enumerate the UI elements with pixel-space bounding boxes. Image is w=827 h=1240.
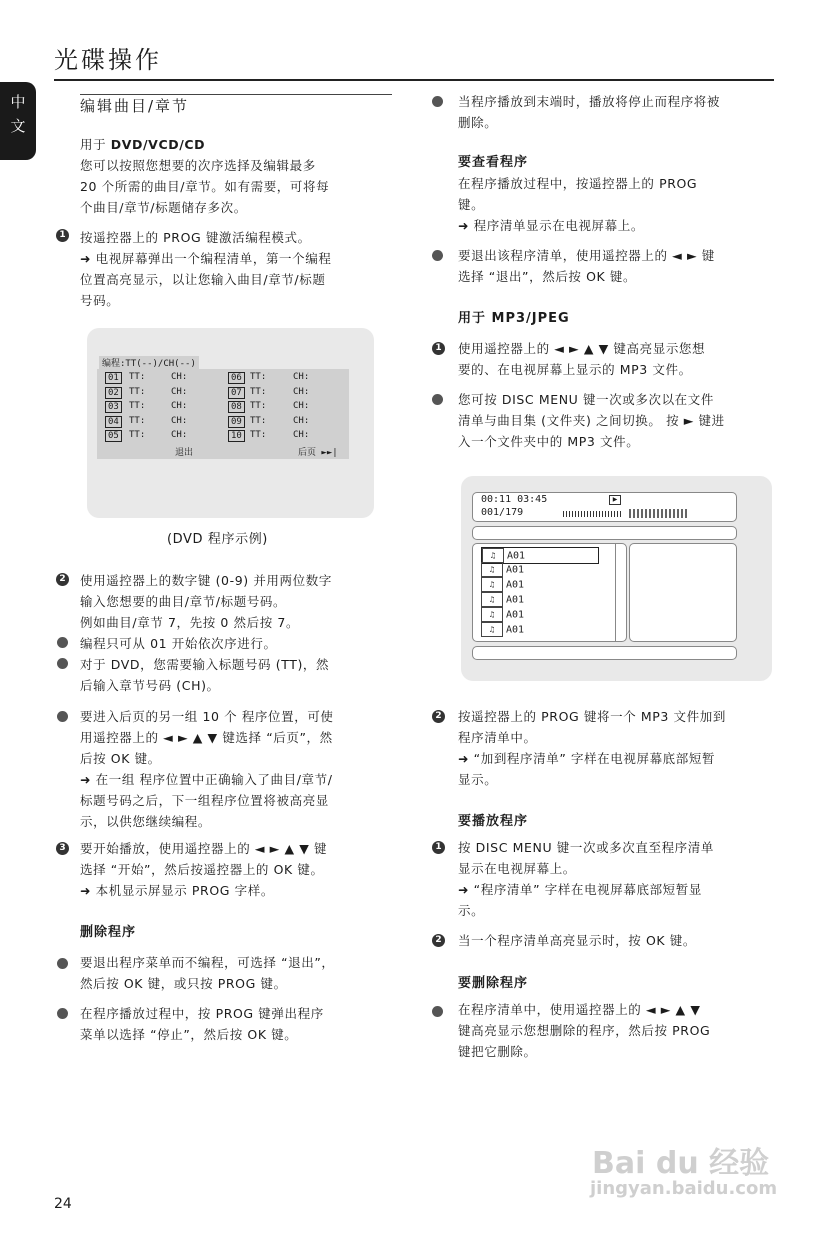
text-line: 按遥控器上的 PROG 键将一个 MP3 文件加到 <box>458 709 726 724</box>
program-slot-number[interactable]: 05 <box>105 430 122 442</box>
text-line: 示。 <box>458 903 485 918</box>
program-slot-field: TT: <box>250 415 267 426</box>
bullet-text <box>458 245 715 287</box>
mp3-time: 00:11 03:45 <box>481 494 548 505</box>
program-slot-field: TT: <box>250 386 267 397</box>
program-slot-field: TT: <box>129 415 146 426</box>
mp3-file-name: A01 <box>506 609 525 621</box>
play-icon: ▶ <box>609 495 621 505</box>
music-file-icon: ♫ <box>481 562 503 577</box>
language-tab <box>0 82 36 160</box>
text-line: 要进入后页的另一组 10 个 程序位置，可使 <box>80 709 334 724</box>
program-slot-field: TT: <box>129 401 146 411</box>
program-slot-number[interactable]: 08 <box>228 401 245 413</box>
text-line: 对于 DVD，您需要输入标题号码 (TT)，然 <box>80 657 330 672</box>
bullet-text <box>458 91 720 133</box>
text-line: 要退出该程序清单，使用遥控器上的 ◄ ► 键 <box>458 248 715 263</box>
step-number: 2 <box>432 934 445 947</box>
program-slot-number[interactable]: 04 <box>105 416 122 428</box>
osd-exit[interactable]: 退出 <box>175 448 194 458</box>
text-line: 在程序清单中，使用遥控器上的 ◄ ► ▲ ▼ <box>458 1002 701 1017</box>
bullet-dot <box>57 958 68 969</box>
text-line: ➜ 程序清单显示在电视屏幕上。 <box>458 218 644 233</box>
program-slot-field: TT: <box>250 430 267 440</box>
mp3-file-item[interactable] <box>481 577 524 592</box>
text-line: 输入您想要的曲目/章节/标题号码。 <box>80 594 287 609</box>
play-program-title: 要播放程序 <box>458 814 529 829</box>
text-line: 号码。 <box>80 293 120 308</box>
text-line: 使用遥控器上的 ◄ ► ▲ ▼ 键高亮显示您想 <box>458 341 706 356</box>
step3-text <box>80 838 327 901</box>
mp3-file-item[interactable] <box>481 592 524 607</box>
text-line: 例如曲目/章节 7，先按 0 然后按 7。 <box>80 615 300 630</box>
osd-next-page[interactable]: 后页 ►►| <box>298 448 338 458</box>
text-line: 要退出程序菜单而不编程，可选择 “退出”， <box>80 955 335 970</box>
program-slot-number[interactable]: 10 <box>228 430 245 442</box>
text-line: 然后按 OK 键，或只按 PROG 键。 <box>80 976 287 991</box>
bullet-text <box>458 389 725 452</box>
text-line: 当程序播放到末端时，播放将停止而程序将被 <box>458 94 721 109</box>
page-number: 24 <box>54 1196 72 1212</box>
text-line: 删除。 <box>458 115 498 130</box>
step1-text <box>80 227 400 311</box>
bullet-text <box>80 952 335 994</box>
osd-header: 编程:TT(--)/CH(--) <box>99 356 199 369</box>
text-line: 选择 “开始”，然后按遥控器上的 OK 键。 <box>80 862 324 877</box>
bullet-text <box>80 654 329 696</box>
program-slot-field: CH: <box>293 386 310 397</box>
program-slot-field: CH: <box>171 430 188 440</box>
step-number: 3 <box>56 842 69 855</box>
music-file-icon: ♫ <box>481 607 503 622</box>
bullet-text <box>80 706 334 832</box>
delete-program-title: 删除程序 <box>80 925 137 940</box>
bullet-text <box>80 1003 324 1045</box>
program-slot-field: CH: <box>171 401 188 411</box>
progress-bar-icon <box>629 509 687 518</box>
level-meter-icon <box>563 511 621 517</box>
text-line: 清单与曲目集 (文件夹) 之间切换。 按 ► 键进 <box>458 413 725 428</box>
text-line: 后输入章节号码 (CH)。 <box>80 678 220 693</box>
program-slot-field: CH: <box>293 401 310 411</box>
view-program-title: 要查看程序 <box>458 155 529 170</box>
mp3-file-item[interactable] <box>481 562 524 577</box>
text-line: 用遥控器上的 ◄ ► ▲ ▼ 键选择 “后页”，然 <box>80 730 333 745</box>
text-line: ➜ “程序清单” 字样在电视屏幕底部短暂显 <box>458 882 702 897</box>
lang-tab-char: 中 <box>10 93 26 111</box>
program-slot-field: TT: <box>129 386 146 397</box>
dvd-program-screen <box>87 328 374 518</box>
bullet-dot <box>432 1006 443 1017</box>
mp3-file-item[interactable] <box>481 622 524 637</box>
program-slot-field: CH: <box>171 386 188 397</box>
play-step1-text <box>458 837 714 921</box>
mp3-info-bar <box>472 526 737 540</box>
text-line: 后按 OK 键。 <box>80 751 161 766</box>
title-rule <box>54 79 774 81</box>
program-slot-number[interactable]: 01 <box>105 372 122 384</box>
program-slot-field: CH: <box>293 415 310 426</box>
text-line: ➜ 在一组 程序位置中正确输入了曲目/章节/ <box>80 772 333 787</box>
for-prefix: 用于 <box>80 137 111 152</box>
view-text <box>458 173 697 236</box>
text-line: 要的、在电视屏幕上显示的 MP3 文件。 <box>458 362 692 377</box>
bullet-dot <box>432 96 443 107</box>
program-slot-field: CH: <box>171 415 188 426</box>
program-slot-field: TT: <box>250 401 267 411</box>
bullet-dot <box>57 637 68 648</box>
text-line: 在程序播放过程中，按 PROG 键弹出程序 <box>80 1006 324 1021</box>
bullet-dot <box>57 711 68 722</box>
mp3-file-item[interactable] <box>481 607 524 622</box>
intro-line: 个曲目/章节/标题储存多次。 <box>80 200 247 215</box>
program-slot-field: CH: <box>293 372 310 382</box>
section-title: 编辑曲目/章节 <box>80 97 190 115</box>
text-line: ➜ “加到程序清单” 字样在电视屏幕底部短暂 <box>458 751 716 766</box>
scrollbar[interactable] <box>615 544 626 641</box>
text-line: 使用遥控器上的数字键 (0-9) 并用两位数字 <box>80 573 332 588</box>
program-slot-number[interactable]: 03 <box>105 401 122 413</box>
for-line <box>80 134 205 155</box>
program-slot-number[interactable]: 09 <box>228 416 245 428</box>
program-slot-field: CH: <box>293 430 310 440</box>
text-line: 键。 <box>458 197 485 212</box>
program-slot-field: TT: <box>129 372 146 382</box>
mp3-file-name: A01 <box>507 550 526 562</box>
intro-text <box>80 155 329 218</box>
text-line: 标题号码之后，下一组程序位置将被高亮显 <box>80 793 329 808</box>
step-number: 2 <box>432 710 445 723</box>
mp3-file-name: A01 <box>506 579 525 591</box>
program-slot-number[interactable]: 07 <box>228 387 245 399</box>
figure-caption: (DVD 程序示例) <box>167 532 268 547</box>
text-line: 程序清单中。 <box>458 730 537 745</box>
text-line: 位置高亮显示，以让您输入曲目/章节/标题 <box>80 272 326 287</box>
music-file-icon: ♫ <box>481 622 503 637</box>
text-line: 按遥控器上的 PROG 键激活编程模式。 <box>80 230 311 245</box>
mp3-track: 001/179 <box>481 507 524 518</box>
text-line: 入一个文件夹中的 MP3 文件。 <box>458 434 640 449</box>
intro-line: 您可以按照您想要的次序选择及编辑最多 <box>80 158 316 173</box>
step-number: 1 <box>432 841 445 854</box>
text-line: 显示。 <box>458 772 498 787</box>
baidu-watermark-logo: Bai du 经验 <box>592 1146 770 1181</box>
page-title: 光碟操作 <box>54 46 162 74</box>
text-line: 键把它删除。 <box>458 1044 537 1059</box>
text-line: 菜单以选择 “停止”，然后按 OK 键。 <box>80 1027 298 1042</box>
baidu-watermark-url: jingyan.baidu.com <box>590 1178 778 1199</box>
program-slot-number[interactable]: 02 <box>105 387 122 399</box>
mp3-step2-text <box>458 706 726 790</box>
mp3-bottom-bar <box>472 646 737 660</box>
program-slot-field: CH: <box>171 372 188 382</box>
step-number: 2 <box>56 573 69 586</box>
music-file-icon: ♫ <box>482 548 504 563</box>
text-line: 在程序播放过程中，按遥控器上的 PROG <box>458 176 698 191</box>
text-line: 您可按 DISC MENU 键一次或多次以在文件 <box>458 392 714 407</box>
mp3-preview-panel <box>629 543 737 642</box>
music-file-icon: ♫ <box>481 577 503 592</box>
text-line: 键高亮显示您想删除的程序，然后按 PROG <box>458 1023 711 1038</box>
step-number: 1 <box>432 342 445 355</box>
music-file-icon: ♫ <box>481 592 503 607</box>
bullet-dot <box>432 250 443 261</box>
text-line: ➜ 本机显示屏显示 PROG 字样。 <box>80 883 274 898</box>
mp3-screen <box>461 476 772 681</box>
text-line: 按 DISC MENU 键一次或多次直至程序清单 <box>458 840 714 855</box>
section-rule <box>80 94 392 95</box>
program-slot-field: TT: <box>129 430 146 440</box>
step2-text <box>80 570 332 633</box>
for-formats: DVD/VCD/CD <box>110 137 206 152</box>
lang-tab-char: 文 <box>10 117 26 135</box>
text-line: 示，以供您继续编程。 <box>80 814 212 829</box>
bullet-dot <box>57 1008 68 1019</box>
mp3-file-name: A01 <box>506 564 525 576</box>
bullet-dot <box>57 658 68 669</box>
mp3-status-panel <box>472 492 737 522</box>
program-slot-number[interactable]: 06 <box>228 372 245 384</box>
mp3-for-title: 用于 MP3/JPEG <box>458 311 570 326</box>
mp3-file-list[interactable] <box>472 543 627 642</box>
play-step2-text: 当一个程序清单高亮显示时，按 OK 键。 <box>458 933 696 948</box>
bullet-dot <box>432 394 443 405</box>
mp3-file-name: A01 <box>506 594 525 606</box>
text-line: 选择 “退出”，然后按 OK 键。 <box>458 269 637 284</box>
program-slot-field: TT: <box>250 372 267 382</box>
text-line: 要开始播放，使用遥控器上的 ◄ ► ▲ ▼ 键 <box>80 841 328 856</box>
bullet-text: 编程只可从 01 开始依次序进行。 <box>80 636 277 651</box>
mp3-step1-text <box>458 338 705 380</box>
text-line: 显示在电视屏幕上。 <box>458 861 576 876</box>
text-line: ➜ 电视屏幕弹出一个编程清单，第一个编程 <box>80 251 332 266</box>
step-number: 1 <box>56 229 69 242</box>
mp3-file-name: A01 <box>506 624 525 636</box>
bullet-text <box>458 999 710 1062</box>
delete-program-title: 要删除程序 <box>458 976 529 991</box>
intro-line: 20 个所需的曲目/章节。如有需要，可将每 <box>80 179 330 194</box>
